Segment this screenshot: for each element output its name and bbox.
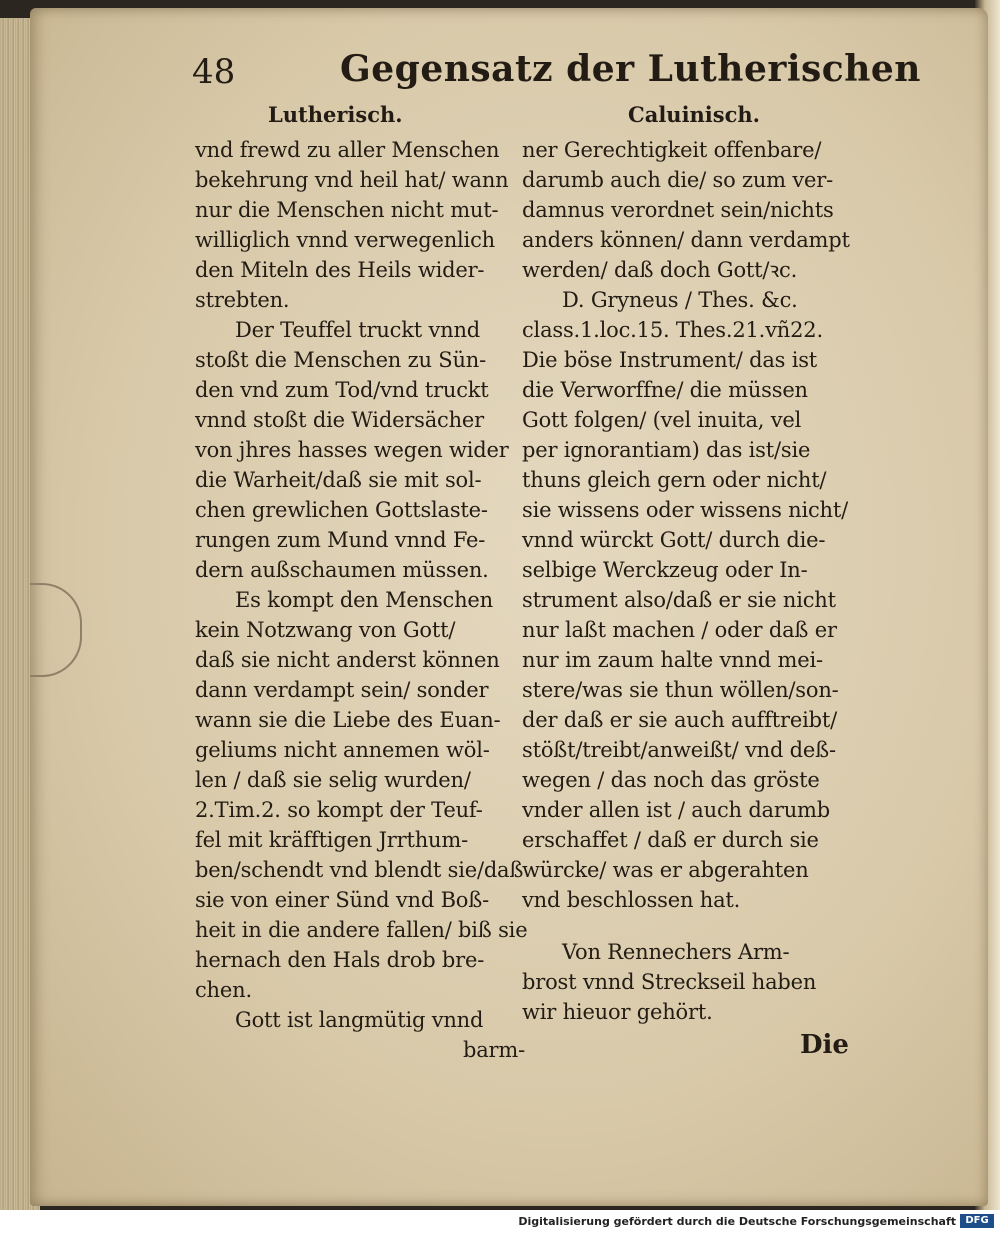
text-line: den Miteln des Heils wider- — [195, 258, 485, 282]
text-line: chen. — [195, 978, 252, 1002]
left-column — [195, 135, 528, 1065]
text-line: ben/schendt vnd blendt sie/daß — [195, 858, 524, 882]
text-line: anders können/ dann verdampt — [522, 228, 850, 252]
text-line: stoßt die Menschen zu Sün- — [195, 348, 487, 372]
text-line: nur im zaum halte vnnd mei- — [522, 648, 823, 672]
text-line: nur laßt machen / oder daß er — [522, 618, 837, 642]
text-line: ner Gerechtigkeit offenbare/ — [522, 138, 822, 162]
dfg-logo-icon: DFG — [960, 1214, 994, 1228]
text-line: kein Notzwang von Gott/ — [195, 618, 456, 642]
text-line: vnd frewd zu aller Menschen — [195, 138, 500, 162]
text-line: per ignorantiam) das ist/sie — [522, 438, 811, 462]
text-line: class.1.loc.15. Thes.21.vñ22. — [522, 318, 823, 342]
binding-clip — [30, 583, 82, 677]
text-line: Gott folgen/ (vel inuita, vel — [522, 408, 802, 432]
text-line: len / daß sie selig wurden/ — [195, 768, 471, 792]
text-line: dann verdampt sein/ sonder — [195, 678, 489, 702]
text-line: sie von einer Sünd vnd Boß- — [195, 888, 489, 912]
text-line: vnnd stoßt die Widersächer — [195, 408, 484, 432]
catchword: Die — [800, 1030, 849, 1060]
text-line: selbige Werckzeug oder In- — [522, 558, 808, 582]
text-line: wegen / das noch das gröste — [522, 768, 820, 792]
text-line: stößt/treibt/anweißt/ vnd deß- — [522, 738, 836, 762]
text-line: erschaffet / daß er durch sie — [522, 828, 819, 852]
text-line: hernach den Hals drob bre- — [195, 948, 485, 972]
text-line: darumb auch die/ so zum ver- — [522, 168, 833, 192]
text-line: daß sie nicht anderst können — [195, 648, 500, 672]
right-column-heading: Caluinisch. — [628, 102, 760, 127]
text-line: den vnd zum Tod/vnd truckt — [195, 378, 489, 402]
text-line: von jhres hasses wegen wider — [195, 438, 509, 462]
text-line: werden/ daß doch Gott/ꝛc. — [522, 258, 798, 282]
right-column — [522, 135, 852, 1027]
text-line: vnd beschlossen hat. — [522, 888, 741, 912]
text-line: stere/was sie thun wöllen/son- — [522, 678, 839, 702]
footer-credit: Digitalisierung gefördert durch die Deutsche Forschungsgemeinschaft — [518, 1215, 956, 1228]
text-line: Die böse Instrument/ das ist — [522, 348, 818, 372]
text-line: strebten. — [195, 288, 290, 312]
text-line: der daß er sie auch aufftreibt/ — [522, 708, 837, 732]
text-line: chen grewlichen Gottslaste- — [195, 498, 488, 522]
text-line: Gott ist langmütig vnnd — [235, 1008, 484, 1032]
text-line: williglich vnnd verwegenlich — [195, 228, 495, 252]
text-line: rungen zum Mund vnnd Fe- — [195, 528, 486, 552]
text-line: dern außschaumen müssen. — [195, 558, 489, 582]
text-line: fel mit kräfftigen Jrrthum- — [195, 828, 468, 852]
text-line: vnnd würckt Gott/ durch die- — [522, 528, 826, 552]
text-line: barm- — [462, 1038, 525, 1062]
text-line: wann sie die Liebe des Euan- — [195, 708, 501, 732]
text-line: bekehrung vnd heil hat/ wann — [195, 168, 509, 192]
text-line: D. Gryneus / Thes. &c. — [562, 288, 798, 312]
text-line: sie wissens oder wissens nicht/ — [522, 498, 848, 522]
text-line: die Verworffne/ die müssen — [522, 378, 808, 402]
text-line: heit in die andere fallen/ biß sie — [195, 918, 528, 942]
text-line: geliums nicht annemen wöl- — [195, 738, 490, 762]
text-line: Es kompt den Menschen — [235, 588, 493, 612]
text-line: brost vnnd Streckseil haben — [522, 970, 817, 994]
text-line: nur die Menschen nicht mut- — [195, 198, 499, 222]
text-line: vnder allen ist / auch darumb — [522, 798, 831, 822]
text-line: Der Teuffel truckt vnnd — [235, 318, 481, 342]
page-number: 48 — [192, 52, 236, 92]
running-head: Gegensatz der Lutherischen — [340, 48, 921, 90]
text-line: 2.Tim.2. so kompt der Teuf- — [195, 798, 483, 822]
paragraph-gap — [522, 915, 852, 937]
text-line: Von Rennechers Arm- — [562, 940, 790, 964]
left-column-heading: Lutherisch. — [268, 102, 403, 127]
text-line: die Warheit/daß sie mit sol- — [195, 468, 482, 492]
text-line: strument also/daß er sie nicht — [522, 588, 836, 612]
text-line: würcke/ was er abgerahten — [522, 858, 809, 882]
text-line: wir hieuor gehört. — [522, 1000, 713, 1024]
text-line: thuns gleich gern oder nicht/ — [522, 468, 827, 492]
text-line: damnus verordnet sein/nichts — [522, 198, 834, 222]
